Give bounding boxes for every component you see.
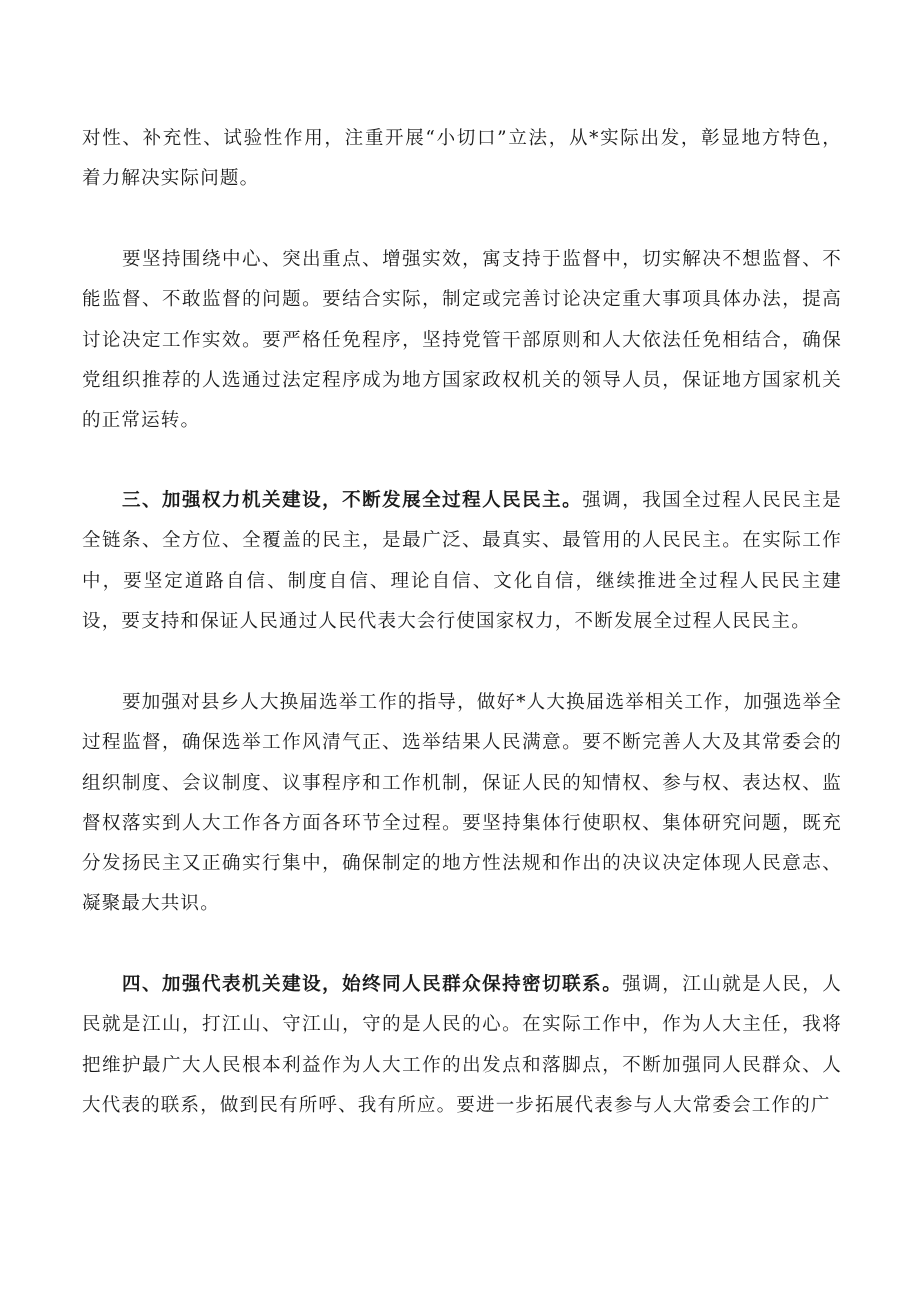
section-heading: 四、加强代表机关建设，始终同人民群众保持密切联系。: [122, 974, 623, 995]
paragraph-supervision: [82, 240, 842, 441]
paragraph-text: 对性、补充性、试验性作用，注重开展“小切口”立法，从*实际出发，彰显地方特色，着力解决实际问题。: [82, 128, 842, 190]
paragraph-text: 强调，我国全过程人民民主是全链条、全方位、全覆盖的民主，是最广泛、最真实、最管用的人民民主。在实际工作中，要坚定道路自信、制度自信、理论自信、文化自信，继续推进全过程人民民主建设，要支持和保证人民通过人民代表大会行使国家权力，不断发展全过程人民民主。: [82, 490, 842, 632]
paragraph-continuation: [82, 119, 842, 200]
section-heading: 三、加强权力机关建设，不断发展全过程人民民主。: [122, 490, 583, 511]
section-four-paragraph: [82, 965, 842, 1126]
paragraph-text: 强调，江山就是人民，人民就是江山，打江山、守江山，守的是人民的心。在实际工作中，作为人大主任，我将把维护最广大人民根本利益作为人大工作的出发点和落脚点，不断加强同人民群众、人大代表的联系，做到民有所呼、我有所应。要进一步拓展代表参与人大常委会工作的广: [82, 974, 842, 1116]
paragraph-elections: [82, 683, 842, 925]
paragraph-text: 要加强对县乡人大换届选举工作的指导，做好*人大换届选举相关工作，加强选举全过程监督，确保选举工作风清气正、选举结果人民满意。要不断完善人大及其常委会的组织制度、会议制度、议事程序和工作机制，保证人民的知情权、参与权、表达权、监督权落实到人大工作各方面各环节全过程。要坚持集体行使职权、集体研究问题，既充分发扬民主又正确实行集中，确保制定的地方性法规和作出的决议决定体现人民意志、凝聚最大共识。: [82, 692, 842, 915]
section-three-paragraph: [82, 481, 842, 642]
paragraph-text: 要坚持围绕中心、突出重点、增强实效，寓支持于监督中，切实解决不想监督、不能监督、不敢监督的问题。要结合实际，制定或完善讨论决定重大事项具体办法，提高讨论决定工作实效。要严格任免程序，坚持党管干部原则和人大依法任免相结合，确保党组织推荐的人选通过法定程序成为地方国家政权机关的领导人员，保证地方国家机关的正常运转。: [82, 249, 842, 432]
